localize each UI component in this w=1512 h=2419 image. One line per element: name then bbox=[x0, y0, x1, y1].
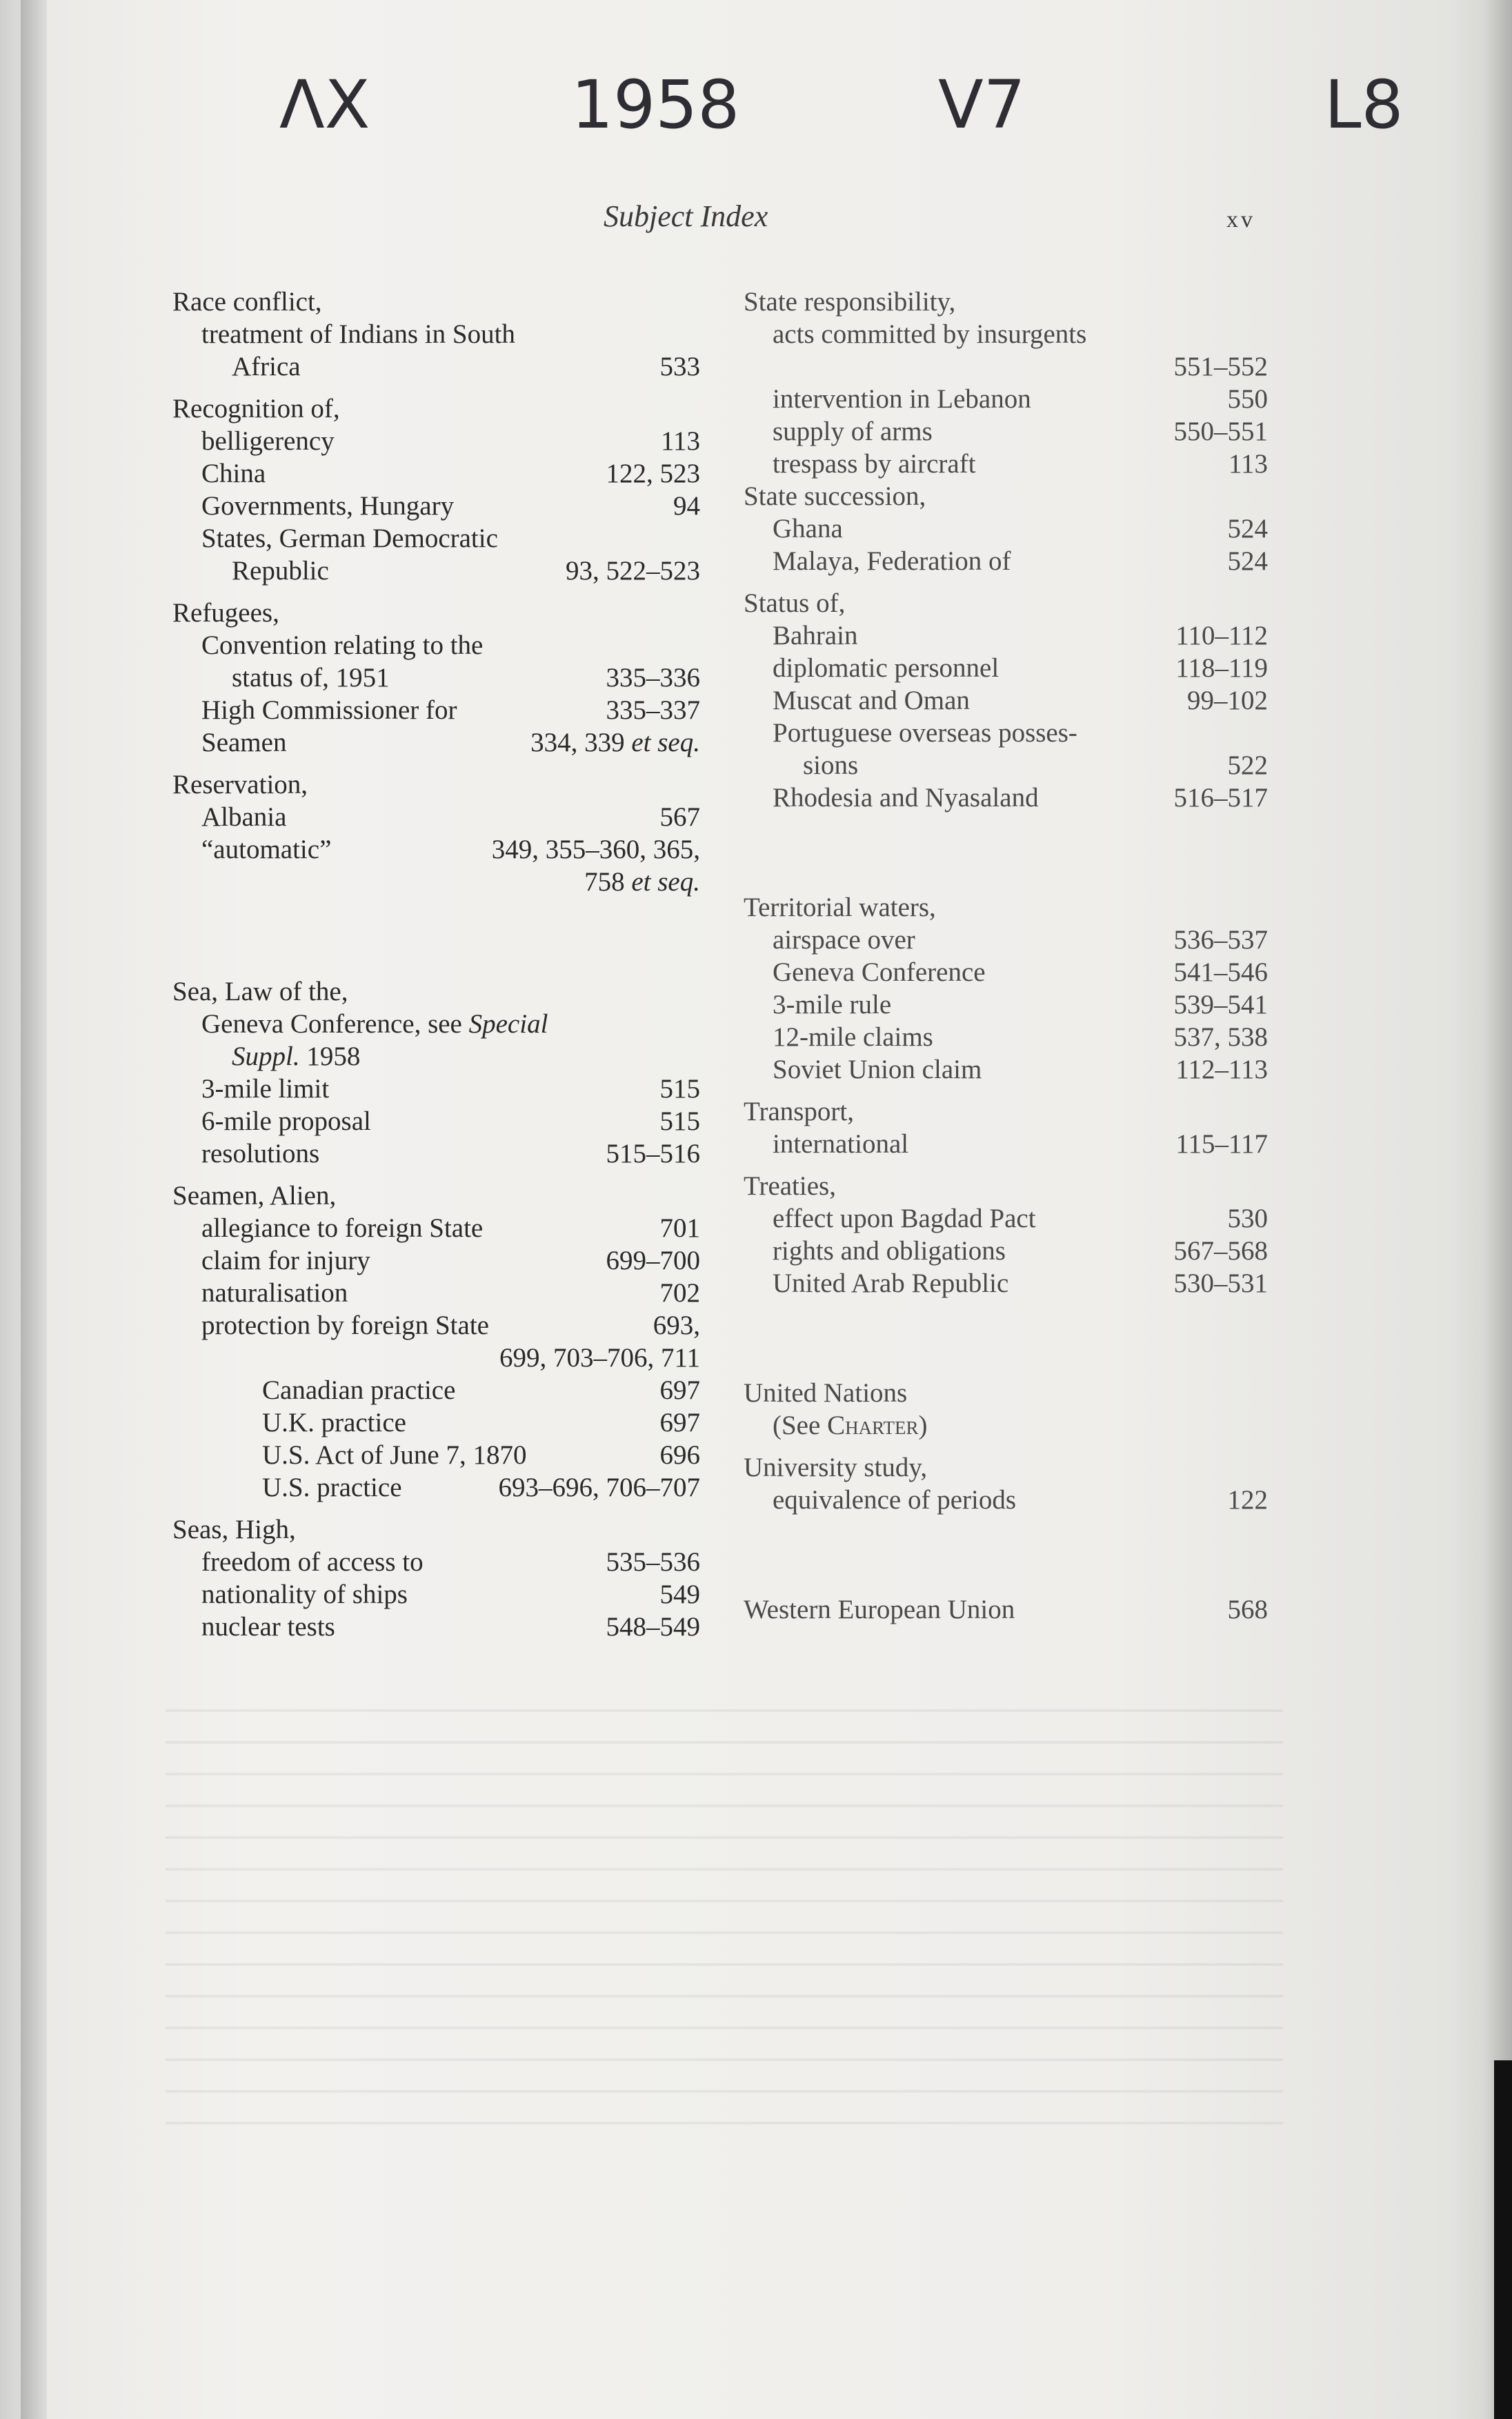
index-entry: “automatic” 349, 355–360, 365, bbox=[201, 835, 700, 864]
index-heading: Territorial waters, bbox=[744, 893, 936, 922]
index-entry: Ghana 524 bbox=[773, 514, 1268, 544]
index-heading: Transport, bbox=[744, 1097, 854, 1126]
index-entry: airspace over 536–537 bbox=[773, 925, 1268, 955]
index-entry: acts committed by insurgents bbox=[773, 319, 1087, 349]
index-entry: diplomatic personnel 118–119 bbox=[773, 653, 1268, 683]
index-heading: Race conflict, bbox=[172, 287, 322, 317]
handwritten-annotation: ΛΧ bbox=[279, 66, 370, 143]
index-heading: Seamen, Alien, bbox=[172, 1181, 337, 1211]
index-entry: Republic 93, 522–523 bbox=[232, 556, 700, 586]
index-entry: effect upon Bagdad Pact 530 bbox=[773, 1204, 1268, 1233]
page-number: xv bbox=[1226, 207, 1255, 232]
index-column-right bbox=[744, 286, 1268, 1626]
index-entry: Convention relating to the bbox=[201, 630, 484, 660]
index-entry: treatment of Indians in South bbox=[201, 319, 515, 349]
index-entry: Governments, Hungary 94 bbox=[201, 491, 700, 521]
index-entry: status of, 1951 335–336 bbox=[232, 663, 700, 693]
index-entry: (See Charter) bbox=[773, 1411, 928, 1440]
index-entry: States, German Democratic bbox=[201, 524, 498, 553]
index-column-left bbox=[172, 286, 700, 1643]
index-entry: 12-mile claims 537, 538 bbox=[773, 1022, 1268, 1052]
index-entry: Soviet Union claim 112–113 bbox=[773, 1055, 1268, 1084]
index-heading: Sea, Law of the, bbox=[172, 977, 348, 1006]
index-entry: 3-mile limit 515 bbox=[201, 1074, 700, 1104]
index-entry: naturalisation 702 bbox=[201, 1278, 700, 1308]
index-heading: State responsibility, bbox=[744, 287, 956, 317]
index-entry: freedom of access to 535–536 bbox=[201, 1547, 700, 1577]
index-entry: allegiance to foreign State 701 bbox=[201, 1213, 700, 1243]
index-entry: 3-mile rule 539–541 bbox=[773, 990, 1268, 1019]
index-entry: 699, 703–706, 711 bbox=[499, 1343, 700, 1373]
index-heading: Status of, bbox=[744, 588, 846, 618]
index-heading: Reservation, bbox=[172, 770, 308, 799]
index-entry: U.S. practice 693–696, 706–707 bbox=[262, 1473, 700, 1502]
show-through-text bbox=[166, 1683, 1283, 2124]
index-entry: Geneva Conference, see Special bbox=[201, 1009, 548, 1039]
page-edge-shadow bbox=[1484, 0, 1512, 2419]
index-entry: Geneva Conference 541–546 bbox=[773, 957, 1268, 987]
index-entry: intervention in Lebanon 550 bbox=[773, 384, 1268, 414]
handwritten-annotation: L8 bbox=[1324, 66, 1404, 143]
book-spine-shadow bbox=[21, 0, 47, 2419]
handwritten-annotation: V7 bbox=[938, 66, 1026, 143]
index-entry: trespass by aircraft 113 bbox=[773, 449, 1268, 479]
index-entry: Muscat and Oman 99–102 bbox=[773, 686, 1268, 715]
index-heading: State succession, bbox=[744, 481, 926, 511]
index-entry: Portuguese overseas posses- bbox=[773, 718, 1077, 748]
index-entry: U.S. Act of June 7, 1870 696 bbox=[262, 1440, 700, 1470]
index-heading: Treaties, bbox=[744, 1171, 836, 1201]
index-entry: international 115–117 bbox=[773, 1129, 1268, 1159]
index-entry: High Commissioner for 335–337 bbox=[201, 695, 700, 725]
index-entry: sions 522 bbox=[803, 750, 1268, 780]
index-entry: United Arab Republic 530–531 bbox=[773, 1268, 1268, 1298]
index-heading: Recognition of, bbox=[172, 394, 340, 424]
index-entry: China 122, 523 bbox=[201, 459, 700, 488]
handwritten-annotation: 1958 bbox=[571, 66, 740, 143]
index-entry: resolutions 515–516 bbox=[201, 1139, 700, 1168]
index-entry: equivalence of periods 122 bbox=[773, 1485, 1268, 1515]
index-entry: nuclear tests 548–549 bbox=[201, 1612, 700, 1642]
index-entry: nationality of ships 549 bbox=[201, 1580, 700, 1609]
index-entry: 551–552 bbox=[1173, 352, 1268, 381]
index-entry: rights and obligations 567–568 bbox=[773, 1236, 1268, 1266]
index-entry: Seamen 334, 339 et seq. bbox=[201, 728, 700, 757]
page-title: Subject Index bbox=[604, 199, 768, 233]
index-entry: supply of arms 550–551 bbox=[773, 417, 1268, 446]
index-entry: claim for injury 699–700 bbox=[201, 1246, 700, 1275]
index-heading: Western European Union 568 bbox=[744, 1595, 1268, 1624]
index-entry: Albania 567 bbox=[201, 802, 700, 832]
index-entry: protection by foreign State 693, bbox=[201, 1311, 700, 1340]
dark-edge-strip bbox=[1494, 2060, 1512, 2419]
index-entry: Canadian practice 697 bbox=[262, 1375, 700, 1405]
index-heading: Seas, High, bbox=[172, 1515, 296, 1544]
index-entry: belligerency 113 bbox=[201, 426, 700, 456]
index-entry: Rhodesia and Nyasaland 516–517 bbox=[773, 783, 1268, 813]
index-entry: Africa 533 bbox=[232, 352, 700, 381]
index-heading: United Nations bbox=[744, 1378, 908, 1408]
index-entry: Malaya, Federation of 524 bbox=[773, 546, 1268, 576]
index-entry: Bahrain 110–112 bbox=[773, 621, 1268, 650]
index-entry: U.K. practice 697 bbox=[262, 1408, 700, 1437]
index-heading: University study, bbox=[744, 1453, 928, 1482]
index-heading: Refugees, bbox=[172, 598, 279, 628]
index-entry: 758 et seq. bbox=[584, 867, 700, 897]
index-entry: Suppl. 1958 bbox=[232, 1042, 361, 1071]
index-entry: 6-mile proposal 515 bbox=[201, 1106, 700, 1136]
